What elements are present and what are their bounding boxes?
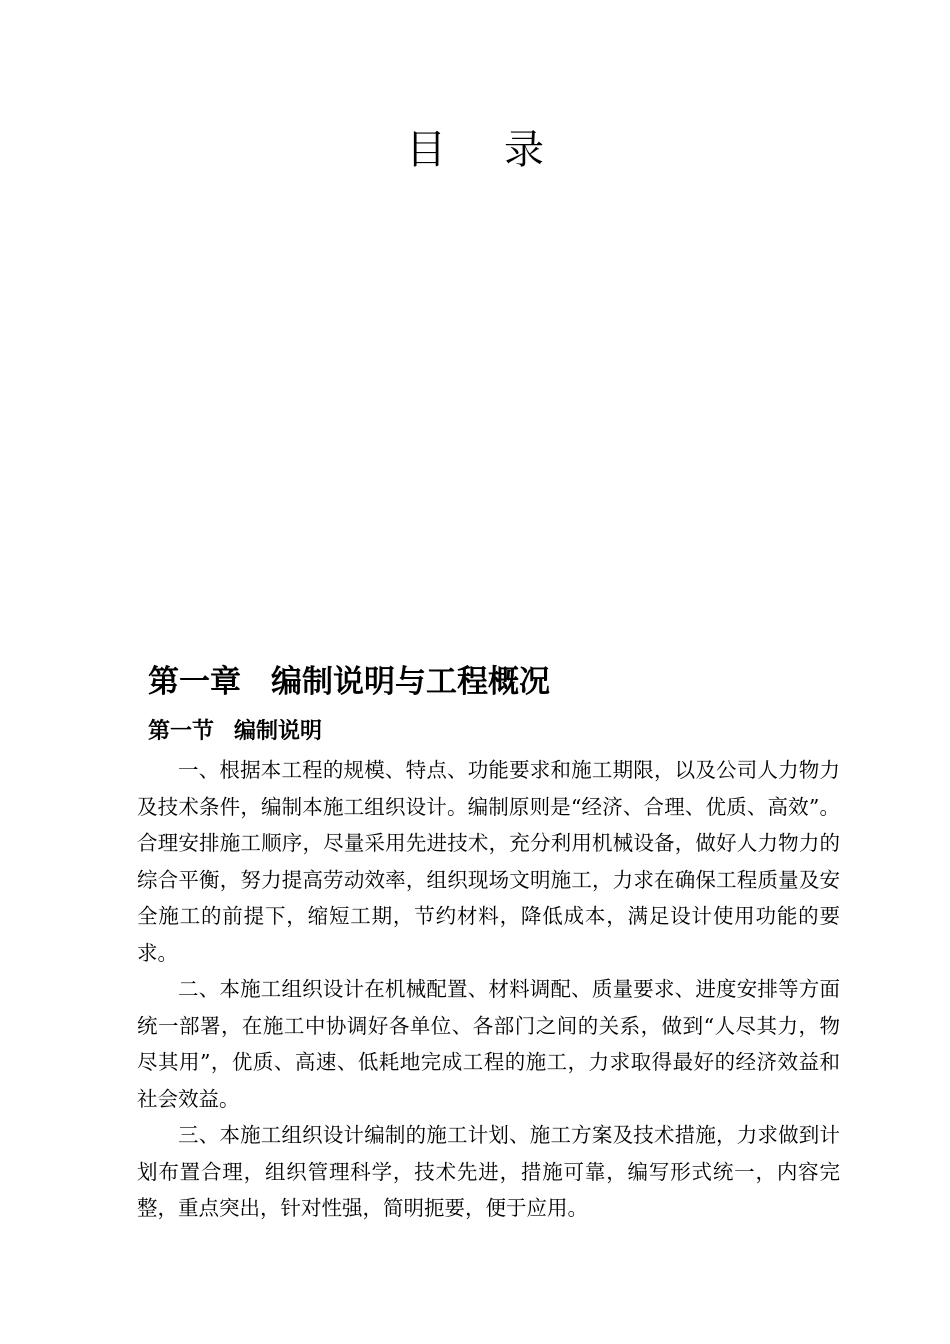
chapter-title: 编制说明与工程概况 [271,664,550,700]
paragraph-2: 二、本施工组织设计在机械配置、材料调配、质量要求、进度安排等方面统一部署，在施工中协调好各单位、各部门之间的关系，做到“人尽其力，物尽其用”，优质、高速、低耗地完成工程的施工，力求取得最好的经济效益和社会效益。 [137,977,840,1111]
section-heading [148,714,322,750]
paragraph-3: 三、本施工组织设计编制的施工计划、施工方案及技术措施，力求做到计划布置合理，组织管理科学，技术先进，措施可靠，编写形式统一，内容完整，重点突出，针对性强，简明扼要，便于应用。 [137,1123,840,1220]
paragraph-1: 一、根据本工程的规模、特点、功能要求和施工期限，以及公司人力物力及技术条件，编制本施工组织设计。编制原则是“经济、合理、优质、高效”。合理安排施工顺序，尽量采用先进技术，充分利用机械设备，做好人力物力的综合平衡，努力提高劳动效率，组织现场文明施工，力求在确保工程质量及安全施工的前提下，缩短工期，节约材料，降低成本，满足设计使用功能的要求。 [137,758,840,965]
body-text [137,752,840,1227]
section-title: 编制说明 [234,719,323,744]
toc-title [0,122,950,178]
chapter-number: 第一章 [148,664,241,700]
chapter-heading [148,660,550,704]
toc-title-right: 录 [504,127,544,173]
section-number: 第一节 [148,719,215,744]
toc-title-left: 目 [406,127,446,173]
